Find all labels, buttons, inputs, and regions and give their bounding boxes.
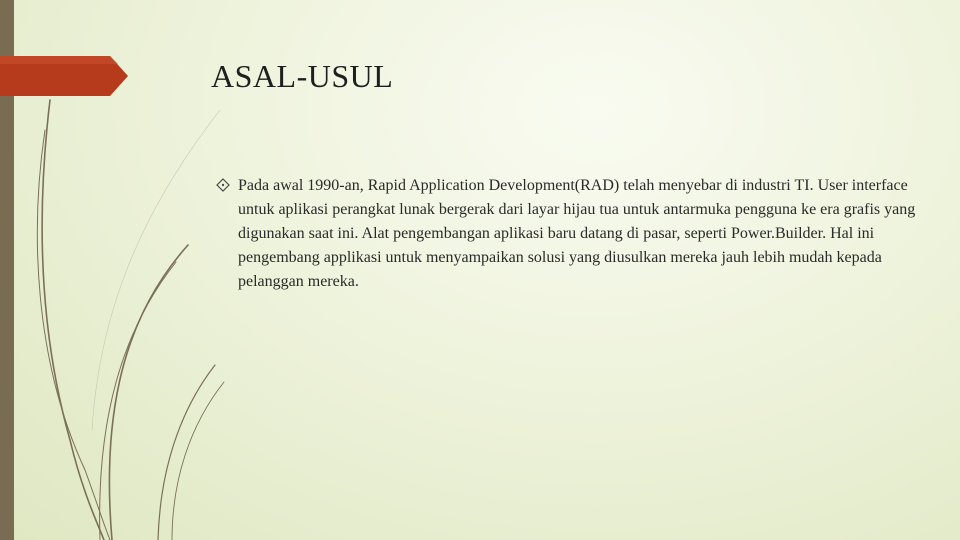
- slide-title: ASAL-USUL: [211, 58, 394, 94]
- bullet-text: Pada awal 1990-an, Rapid Application Development(RAD) telah menyebar di industri TI. User interface untuk aplikasi perangkat lunak bergerak dari layar hijau tua untuk antarmuka pengguna ke era grafis yang digunakan saat ini. Alat pengembangan aplikasi baru datang di pasar, seperti Power.Builder. Hal ini pengembang applikasi untuk menyampaikan solusi yang diusulkan mereka jauh lebih mudah kepada pelanggan mereka.: [238, 177, 916, 290]
- title-accent-tab: [0, 56, 130, 96]
- slide-body: [216, 174, 916, 294]
- diamond-bullet-icon: [216, 178, 230, 192]
- bullet-item: [216, 174, 916, 294]
